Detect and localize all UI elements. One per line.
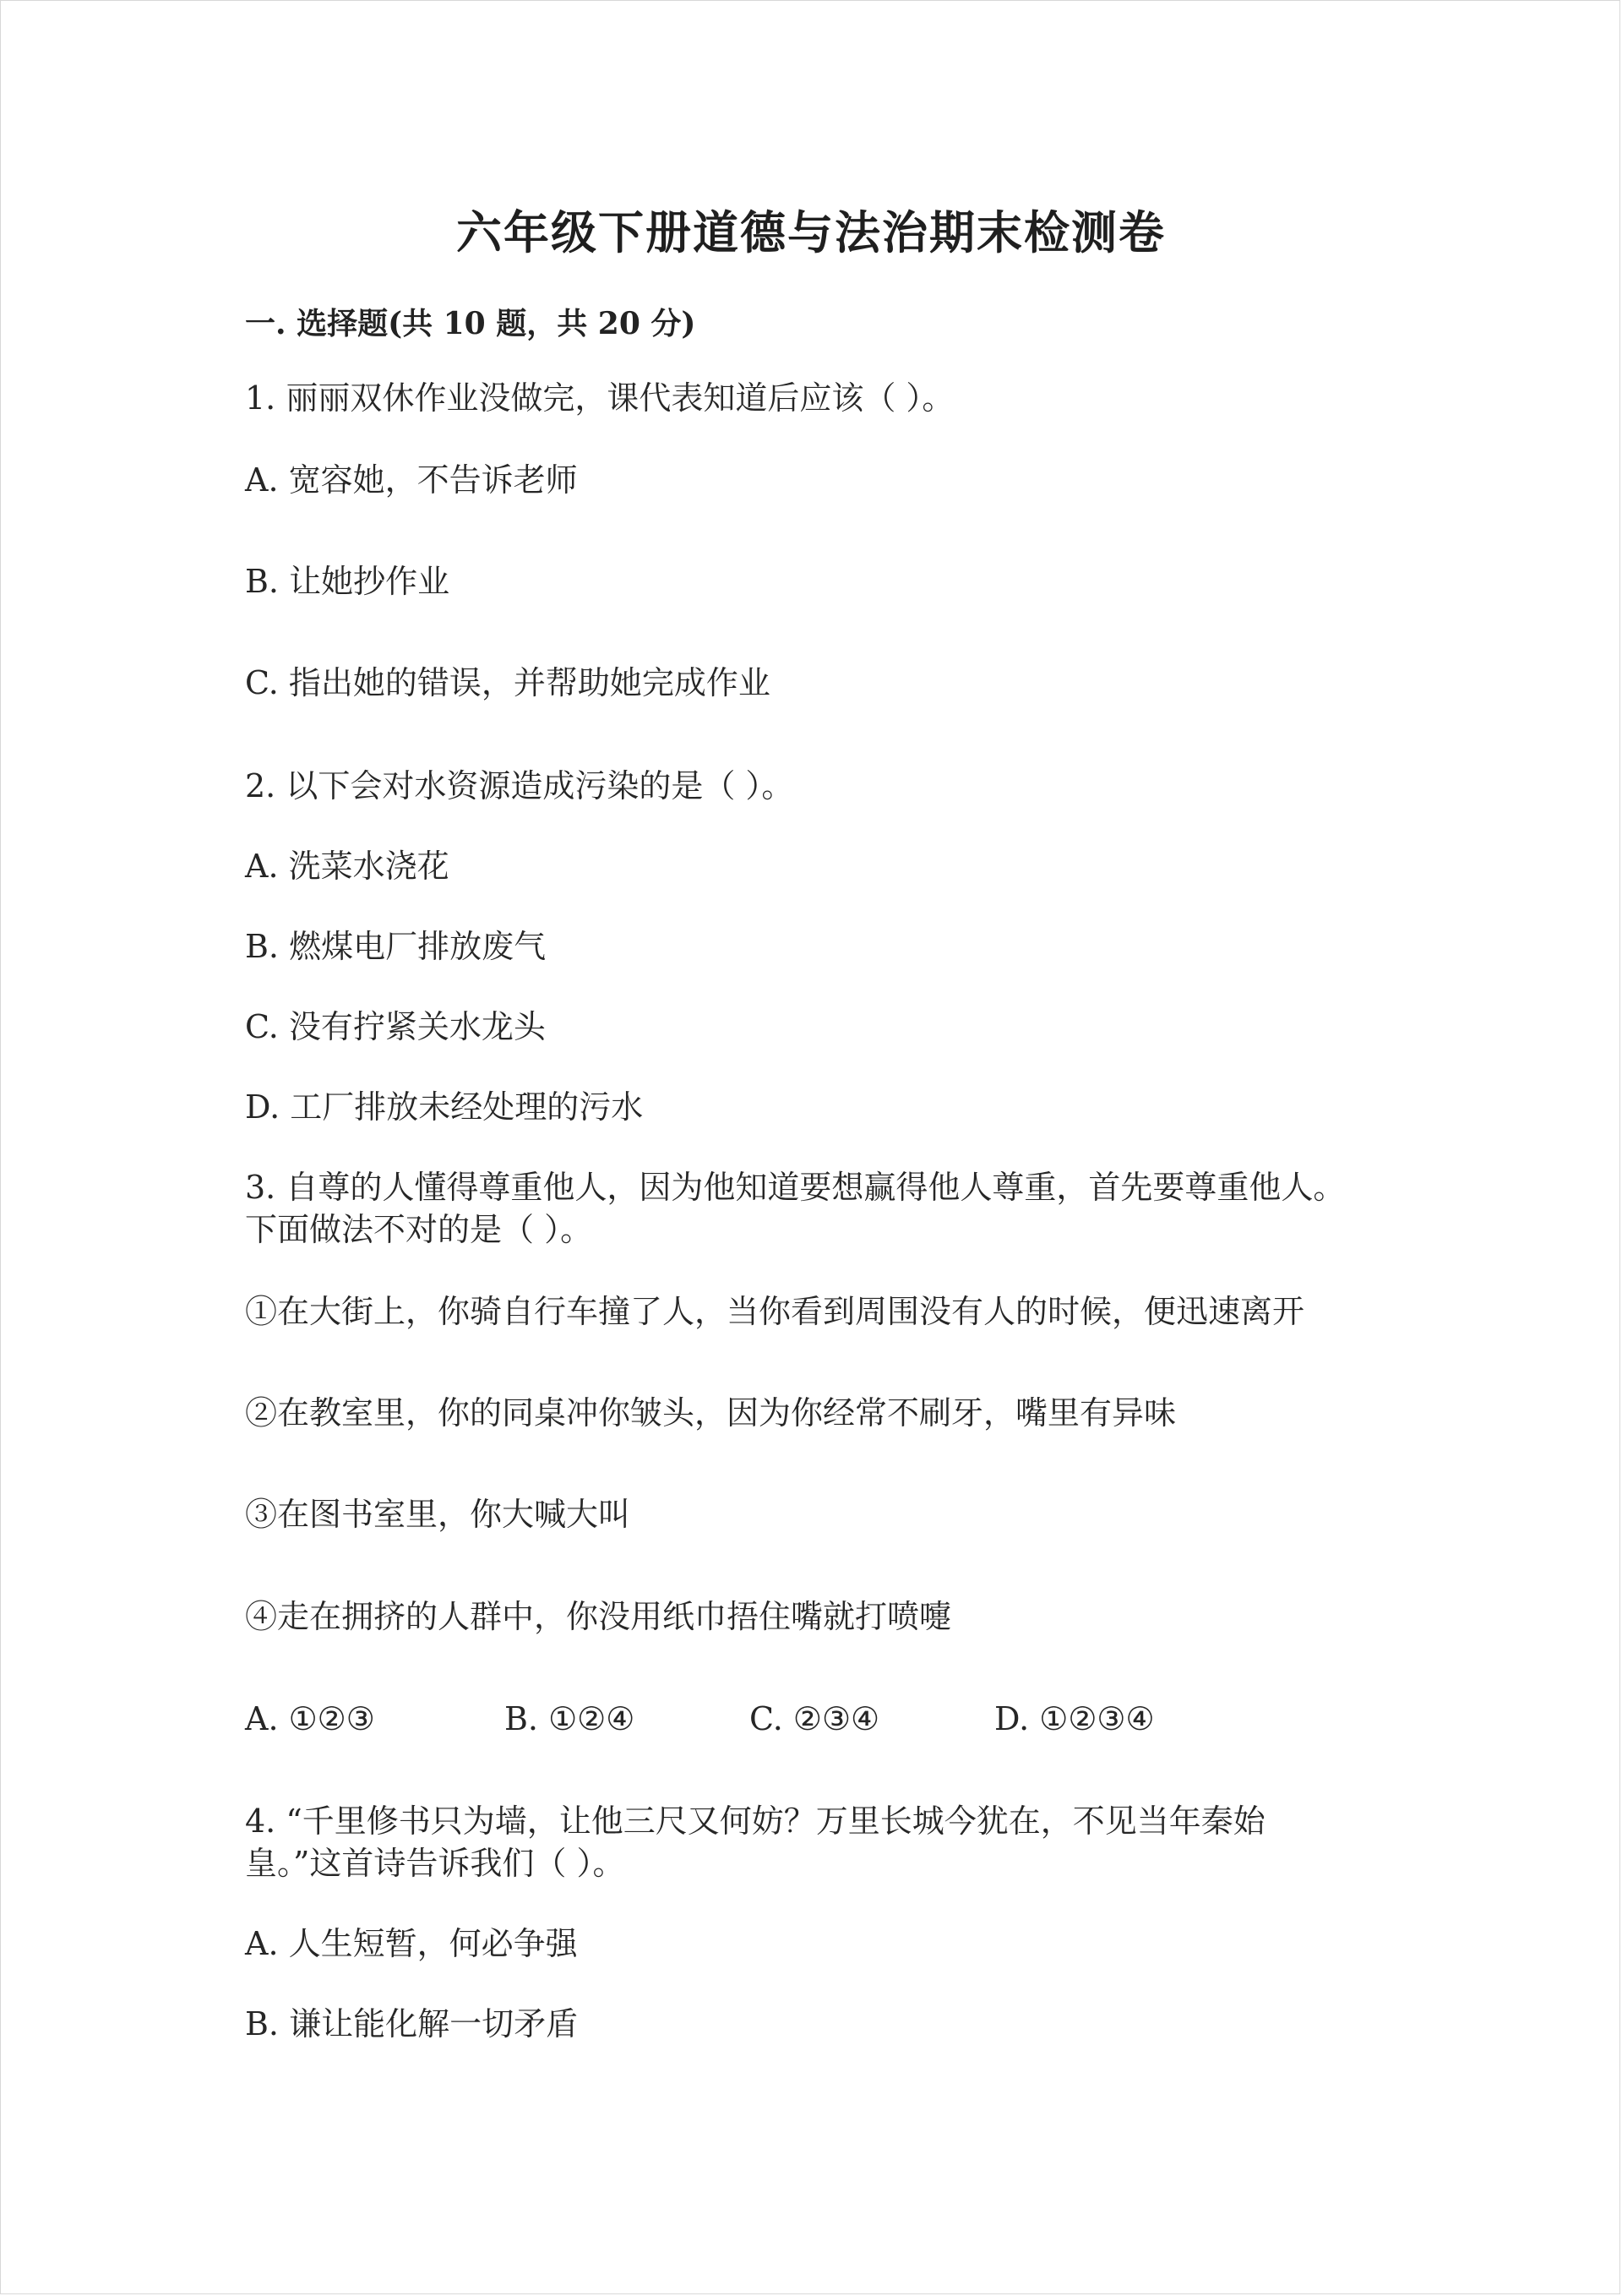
question-1-option-b: B. 让她抄作业 xyxy=(245,563,450,600)
question-2-stem: 2. 以下会对水资源造成污染的是（ ）。 xyxy=(245,767,794,804)
question-3-statement-2: ②在教室里，你的同桌冲你皱头，因为你经常不刷牙，嘴里有异味 xyxy=(245,1394,1177,1432)
question-3-stem-line-1: 3. 自尊的人懂得尊重他人，因为他知道要想赢得他人尊重，首先要尊重他人。 xyxy=(245,1169,1346,1206)
question-4-option-a: A. 人生短暂，何必争强 xyxy=(245,1925,578,1962)
question-3-answer-d: D. ①②③④ xyxy=(994,1700,1155,1737)
question-4-option-b: B. 谦让能化解一切矛盾 xyxy=(245,2005,579,2042)
page-title: 六年级下册道德与法治期末检测卷 xyxy=(456,205,1166,259)
question-3-statement-1: ①在大街上，你骑自行车撞了人，当你看到周围没有人的时候，便迅速离开 xyxy=(245,1293,1305,1330)
question-3-stem-line-2: 下面做法不对的是（ ）。 xyxy=(245,1211,593,1248)
question-2-option-d: D. 工厂排放未经处理的污水 xyxy=(245,1088,644,1126)
question-2-option-a: A. 洗菜水浇花 xyxy=(245,848,449,885)
question-4-stem-line-2: 皇。”这首诗告诉我们（ ）。 xyxy=(245,1845,625,1882)
question-2-option-b: B. 燃煤电厂排放废气 xyxy=(245,928,547,965)
question-3-statement-3: ③在图书室里，你大喊大叫 xyxy=(245,1496,631,1533)
question-3-answer-a: A. ①②③ xyxy=(245,1700,375,1737)
question-3-answer-b: B. ①②④ xyxy=(504,1700,635,1737)
question-1-option-c: C. 指出她的错误，并帮助她完成作业 xyxy=(245,664,770,701)
question-1-stem: 1. 丽丽双休作业没做完，课代表知道后应该（ ）。 xyxy=(245,379,955,417)
section-heading: 一. 选择题(共 10 题，共 20 分) xyxy=(245,306,696,341)
question-3-statement-4: ④走在拥挤的人群中，你没用纸巾捂住嘴就打喷嚏 xyxy=(245,1598,952,1635)
question-2-option-c: C. 没有拧紧关水龙头 xyxy=(245,1008,546,1045)
question-1-option-a: A. 宽容她，不告诉老师 xyxy=(245,461,578,499)
question-3-answer-c: C. ②③④ xyxy=(749,1700,880,1737)
question-4-stem-line-1: 4. “千里修书只为墙，让他三尺又何妨？万里长城今犹在，不见当年秦始 xyxy=(245,1802,1265,1840)
